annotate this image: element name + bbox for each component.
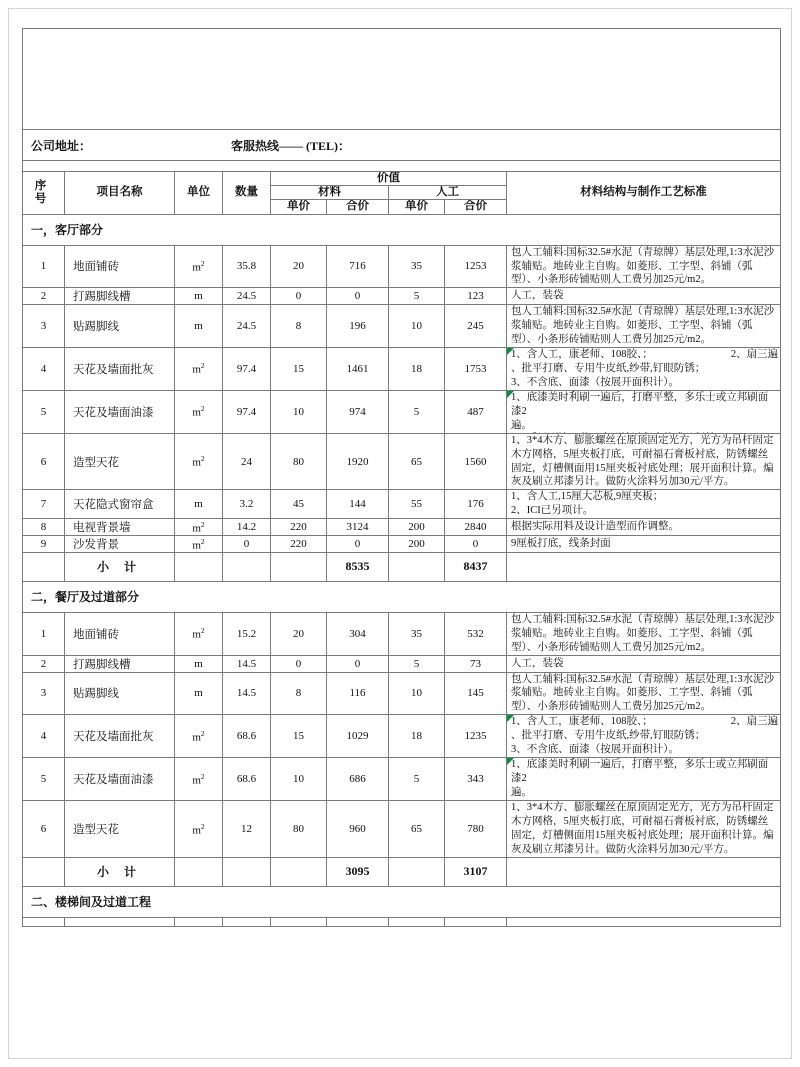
cell-material-total: 1029 bbox=[327, 715, 389, 758]
cell-spec-text: 1、底漆美时利刷一遍后，打磨平整，多乐士或立邦刷面漆2 遍。 bbox=[511, 391, 769, 431]
company-address-label: 公司地址： bbox=[31, 138, 92, 153]
cell-material-unit-price: 10 bbox=[271, 758, 327, 801]
cell-unit: $m^2$ bbox=[175, 612, 223, 655]
cell-quantity: 24.5 bbox=[223, 305, 271, 348]
cell-labor-unit-price: 5 bbox=[389, 288, 445, 305]
subtotal-spec bbox=[507, 857, 781, 886]
section-title: 二、楼梯间及过道工程 bbox=[31, 895, 152, 910]
cell-material-unit-price: 220 bbox=[271, 535, 327, 552]
col-header-material: 材料 bbox=[271, 186, 389, 200]
cell-quantity: 14.2 bbox=[223, 518, 271, 535]
spacer bbox=[23, 161, 781, 172]
table-row[interactable] bbox=[23, 490, 781, 519]
cell-item-name: 沙发背景 bbox=[65, 535, 175, 552]
cell-labor-unit-price: 200 bbox=[389, 535, 445, 552]
subtotal-label: 小 计 bbox=[65, 857, 175, 886]
section-title: 一，客厅部分 bbox=[31, 223, 104, 238]
cell-unit: m bbox=[175, 655, 223, 672]
cell-labor-unit-price: 10 bbox=[389, 672, 445, 715]
col-header-unit: 单位 bbox=[175, 172, 223, 215]
cell-spec-text: 1、3*4木方、膨胀螺丝在原顶固定光方，光方为吊杆固定木方网格，5厘夹板打底，可耐福石膏板衬底，防锈螺丝固定，灯槽侧面用15厘夹板衬底处理；展开面积计算。煸灰及刷立邦漆另计。做防火涂料另加30元/平方。 bbox=[511, 434, 774, 488]
cell-labor-total: 780 bbox=[445, 801, 507, 857]
cell-seq: 8 bbox=[23, 518, 65, 535]
cell-labor-unit-price: 65 bbox=[389, 801, 445, 857]
section-title: 二，餐厅及过道部分 bbox=[31, 590, 140, 605]
cell-empty bbox=[389, 917, 445, 926]
table-row[interactable] bbox=[23, 305, 781, 348]
cell-seq: 1 bbox=[23, 612, 65, 655]
cell-material-total: 0 bbox=[327, 655, 389, 672]
cell-spec-text: 1、3*4木方、膨胀螺丝在原顶固定光方，光方为吊杆固定木方网格，5厘夹板打底，可耐福石膏板衬底，防锈螺丝固定，灯槽侧面用15厘夹板衬底处理；展开面积计算。煸灰及刷立邦漆另计。做防火涂料另加30元/平方。 bbox=[511, 802, 774, 855]
cell-labor-total: 123 bbox=[445, 288, 507, 305]
cell-labor-total: 245 bbox=[445, 305, 507, 348]
cell-labor-total: 145 bbox=[445, 672, 507, 715]
cell-empty bbox=[65, 917, 175, 926]
cell-spec-text: 1、含人工，康老师、108胶、； 2、扇三遍 、批平打磨、专用牛皮纸,纱带,钉眼防锈； 3、不含底、面漆（按展开面积计）。 bbox=[511, 716, 779, 755]
cell-spec-text: 包人工辅料:国标32.5#水泥（青琼牌）基层处理,1:3水泥沙浆辅贴。地砖业主自购。如菱形、工字型、斜铺（弧型）、小条形砖铺贴则人工费另加25元/m2。 bbox=[511, 673, 775, 713]
col-header-item-name: 项目名称 bbox=[65, 172, 175, 215]
section-header-row bbox=[23, 581, 781, 612]
cell-item-name: 天花及墙面批灰 bbox=[65, 347, 175, 390]
subtotal-labor-total: 3107 bbox=[445, 857, 507, 886]
cell-labor-unit-price: 5 bbox=[389, 390, 445, 433]
spacer-row bbox=[23, 161, 781, 172]
cell-unit: $m^2$ bbox=[175, 347, 223, 390]
cell-material-total: 116 bbox=[327, 672, 389, 715]
cell-item-name: 打踢脚线槽 bbox=[65, 288, 175, 305]
title-banner bbox=[23, 29, 781, 130]
cell-material-unit-price: 15 bbox=[271, 347, 327, 390]
subtotal-spec bbox=[507, 552, 781, 581]
cell-spec bbox=[507, 535, 781, 552]
cell-spec bbox=[507, 305, 781, 348]
cell-item-name: 天花及墙面油漆 bbox=[65, 758, 175, 801]
cell-item-name: 造型天花 bbox=[65, 433, 175, 489]
cell-material-unit-price: 8 bbox=[271, 305, 327, 348]
cell-spec bbox=[507, 433, 781, 489]
cell-quantity: 14.5 bbox=[223, 672, 271, 715]
cell-spec-text: 1、底漆美时利刷一遍后，打磨平整，多乐士或立邦刷面漆2 遍。 bbox=[511, 759, 769, 798]
cell-labor-total: 73 bbox=[445, 655, 507, 672]
cell-labor-total: 343 bbox=[445, 758, 507, 801]
cell-material-total: 974 bbox=[327, 390, 389, 433]
hotline-label: 客服热线—— (TEL)： bbox=[231, 138, 351, 153]
cell-unit: $m^2$ bbox=[175, 758, 223, 801]
header-row-1 bbox=[23, 172, 781, 186]
cell-item-name: 地面铺砖 bbox=[65, 245, 175, 288]
cell-empty bbox=[23, 917, 65, 926]
quotation-table-body bbox=[23, 29, 781, 927]
cell-seq: 2 bbox=[23, 655, 65, 672]
cell-quantity: 3.2 bbox=[223, 490, 271, 519]
table-row[interactable] bbox=[23, 672, 781, 715]
cell-quantity: 35.8 bbox=[223, 245, 271, 288]
cell-labor-total: 1253 bbox=[445, 245, 507, 288]
col-header-spec: 材料结构与制作工艺标准 bbox=[507, 172, 781, 215]
cell-item-name: 地面铺砖 bbox=[65, 612, 175, 655]
address-row bbox=[23, 130, 781, 161]
cell-quantity: 97.4 bbox=[223, 347, 271, 390]
cell-material-total: 144 bbox=[327, 490, 389, 519]
cell-material-unit-price: 0 bbox=[271, 655, 327, 672]
cell-material-unit-price: 15 bbox=[271, 715, 327, 758]
cell-seq: 4 bbox=[23, 347, 65, 390]
cell-spec-text: 根据实际用料及设计造型而作调整。 bbox=[511, 521, 679, 533]
cell-spec bbox=[507, 801, 781, 857]
cell-material-unit-price: 80 bbox=[271, 433, 327, 489]
col-header-material-unit-price: 单价 bbox=[271, 200, 327, 214]
cell-spec bbox=[507, 518, 781, 535]
subtotal-labor-unit-price bbox=[389, 552, 445, 581]
cell-item-name: 造型天花 bbox=[65, 801, 175, 857]
table-row[interactable] bbox=[23, 390, 781, 433]
cell-material-unit-price: 45 bbox=[271, 490, 327, 519]
cell-unit: $m^2$ bbox=[175, 535, 223, 552]
col-header-value: 价值 bbox=[271, 172, 507, 186]
section-header-row bbox=[23, 886, 781, 917]
section-band bbox=[23, 581, 781, 612]
cell-labor-unit-price: 5 bbox=[389, 655, 445, 672]
subtotal-material-total: 3095 bbox=[327, 857, 389, 886]
comment-marker-icon bbox=[507, 391, 514, 398]
cell-unit: m bbox=[175, 305, 223, 348]
col-header-labor: 人工 bbox=[389, 186, 507, 200]
cell-unit: $m^2$ bbox=[175, 245, 223, 288]
col-header-material-total: 合价 bbox=[327, 200, 389, 214]
cell-seq: 4 bbox=[23, 715, 65, 758]
cell-empty bbox=[223, 917, 271, 926]
cell-item-name: 天花及墙面油漆 bbox=[65, 390, 175, 433]
cell-labor-total: 2840 bbox=[445, 518, 507, 535]
subtotal-row bbox=[23, 857, 781, 886]
cell-empty bbox=[327, 917, 389, 926]
cell-unit: m bbox=[175, 490, 223, 519]
cell-labor-unit-price: 35 bbox=[389, 245, 445, 288]
col-header-labor-unit-price: 单价 bbox=[389, 200, 445, 214]
cell-material-unit-price: 220 bbox=[271, 518, 327, 535]
cell-labor-unit-price: 35 bbox=[389, 612, 445, 655]
cell-spec bbox=[507, 490, 781, 519]
cell-labor-total: 176 bbox=[445, 490, 507, 519]
table-row[interactable] bbox=[23, 758, 781, 801]
cell-unit: $m^2$ bbox=[175, 518, 223, 535]
cell-spec bbox=[507, 245, 781, 288]
title-row bbox=[23, 29, 781, 130]
table-row[interactable] bbox=[23, 535, 781, 552]
cell-seq: 3 bbox=[23, 672, 65, 715]
cell-spec-text: 1、含人工,15厘大芯板,9厘夹板； 2、ICI已另项计。 bbox=[511, 491, 664, 517]
cell-material-total: 686 bbox=[327, 758, 389, 801]
cell-material-total: 304 bbox=[327, 612, 389, 655]
cell-seq: 5 bbox=[23, 758, 65, 801]
comment-marker-icon bbox=[507, 715, 514, 722]
subtotal-labor-unit-price bbox=[389, 857, 445, 886]
cell-unit: m bbox=[175, 288, 223, 305]
cell-unit: $m^2$ bbox=[175, 433, 223, 489]
cell-seq: 1 bbox=[23, 245, 65, 288]
cell-item-name: 电视背景墙 bbox=[65, 518, 175, 535]
cell-spec bbox=[507, 288, 781, 305]
cell-item-name: 贴踢脚线 bbox=[65, 672, 175, 715]
cell-labor-total: 0 bbox=[445, 535, 507, 552]
cell-empty bbox=[271, 917, 327, 926]
cell-labor-unit-price: 200 bbox=[389, 518, 445, 535]
cell-material-total: 1920 bbox=[327, 433, 389, 489]
cell-labor-total: 487 bbox=[445, 390, 507, 433]
cell-material-total: 0 bbox=[327, 288, 389, 305]
cell-labor-unit-price: 55 bbox=[389, 490, 445, 519]
subtotal-seq bbox=[23, 857, 65, 886]
cell-empty bbox=[175, 917, 223, 926]
cell-spec bbox=[507, 758, 781, 801]
table-row[interactable] bbox=[23, 715, 781, 758]
cell-material-unit-price: 10 bbox=[271, 390, 327, 433]
cell-quantity: 12 bbox=[223, 801, 271, 857]
subtotal-labor-total: 8437 bbox=[445, 552, 507, 581]
cell-unit: m bbox=[175, 672, 223, 715]
cell-spec-text: 1、含人工，康老师、108胶、； 2、扇三遍 、批平打磨、专用牛皮纸,纱带,钉眼防锈； 3、不含底、面漆（按展开面积计）。 bbox=[511, 348, 779, 388]
col-header-quantity: 数量 bbox=[223, 172, 271, 215]
cell-spec-text: 9厘板打底，线条封面 bbox=[511, 538, 611, 550]
cell-quantity: 24.5 bbox=[223, 288, 271, 305]
cell-labor-total: 1560 bbox=[445, 433, 507, 489]
table-row[interactable] bbox=[23, 518, 781, 535]
cell-spec bbox=[507, 612, 781, 655]
cell-material-total: 1461 bbox=[327, 347, 389, 390]
comment-marker-icon bbox=[507, 758, 514, 765]
table-row[interactable] bbox=[23, 612, 781, 655]
cell-material-total: 0 bbox=[327, 535, 389, 552]
subtotal-material-unit-price bbox=[271, 857, 327, 886]
cell-spec bbox=[507, 672, 781, 715]
cell-spec-text: 人工，装袋 bbox=[511, 657, 564, 669]
section-band bbox=[23, 214, 781, 245]
cell-spec bbox=[507, 715, 781, 758]
cell-seq: 6 bbox=[23, 433, 65, 489]
cell-material-unit-price: 80 bbox=[271, 801, 327, 857]
cell-material-unit-price: 8 bbox=[271, 672, 327, 715]
cell-spec-text: 人工，装袋 bbox=[511, 290, 564, 302]
cell-labor-unit-price: 18 bbox=[389, 715, 445, 758]
cell-labor-unit-price: 10 bbox=[389, 305, 445, 348]
cell-seq: 2 bbox=[23, 288, 65, 305]
cell-material-unit-price: 0 bbox=[271, 288, 327, 305]
cell-empty bbox=[507, 917, 781, 926]
cell-seq: 6 bbox=[23, 801, 65, 857]
cell-quantity: 68.6 bbox=[223, 715, 271, 758]
col-header-labor-total: 合价 bbox=[445, 200, 507, 214]
table-row[interactable] bbox=[23, 433, 781, 489]
address-bar bbox=[23, 130, 781, 161]
cell-material-total: 196 bbox=[327, 305, 389, 348]
cell-quantity: 97.4 bbox=[223, 390, 271, 433]
subtotal-unit bbox=[175, 552, 223, 581]
subtotal-quantity bbox=[223, 552, 271, 581]
cell-spec bbox=[507, 655, 781, 672]
cell-material-total: 960 bbox=[327, 801, 389, 857]
cell-material-total: 716 bbox=[327, 245, 389, 288]
cell-empty bbox=[445, 917, 507, 926]
cell-item-name: 天花隐式窗帘盒 bbox=[65, 490, 175, 519]
cell-seq: 7 bbox=[23, 490, 65, 519]
subtotal-quantity bbox=[223, 857, 271, 886]
subtotal-unit bbox=[175, 857, 223, 886]
subtotal-row bbox=[23, 552, 781, 581]
cell-labor-unit-price: 65 bbox=[389, 433, 445, 489]
table-row[interactable] bbox=[23, 801, 781, 857]
cell-labor-total: 1235 bbox=[445, 715, 507, 758]
cell-material-total: 3124 bbox=[327, 518, 389, 535]
cell-labor-unit-price: 18 bbox=[389, 347, 445, 390]
cell-material-unit-price: 20 bbox=[271, 245, 327, 288]
cell-item-name: 打踢脚线槽 bbox=[65, 655, 175, 672]
cell-quantity: 24 bbox=[223, 433, 271, 489]
cell-labor-total: 1753 bbox=[445, 347, 507, 390]
table-row[interactable] bbox=[23, 655, 781, 672]
quotation-sheet bbox=[22, 28, 780, 927]
cell-seq: 3 bbox=[23, 305, 65, 348]
subtotal-material-unit-price bbox=[271, 552, 327, 581]
cell-spec bbox=[507, 347, 781, 390]
cell-item-name: 天花及墙面批灰 bbox=[65, 715, 175, 758]
cell-item-name: 贴踢脚线 bbox=[65, 305, 175, 348]
section-header-row bbox=[23, 214, 781, 245]
cell-quantity: 68.6 bbox=[223, 758, 271, 801]
table-row[interactable] bbox=[23, 917, 781, 926]
quotation-table bbox=[22, 28, 781, 927]
cell-material-unit-price: 20 bbox=[271, 612, 327, 655]
table-row[interactable] bbox=[23, 245, 781, 288]
cell-labor-unit-price: 5 bbox=[389, 758, 445, 801]
cell-spec bbox=[507, 390, 781, 433]
subtotal-label: 小 计 bbox=[65, 552, 175, 581]
cell-unit: $m^2$ bbox=[175, 801, 223, 857]
page-title: 北京**装饰公司标准报价表 bbox=[166, 56, 637, 101]
cell-quantity: 0 bbox=[223, 535, 271, 552]
subtotal-seq bbox=[23, 552, 65, 581]
subtotal-material-total: 8535 bbox=[327, 552, 389, 581]
col-header-seq: 序 号 bbox=[23, 172, 65, 215]
cell-seq: 5 bbox=[23, 390, 65, 433]
cell-spec-text: 包人工辅料:国标32.5#水泥（青琼牌）基层处理,1:3水泥沙浆辅贴。地砖业主自购。如菱形、工字型、斜铺（弧型）、小条形砖铺贴则人工费另加25元/m2。 bbox=[511, 613, 775, 653]
cell-seq: 9 bbox=[23, 535, 65, 552]
cell-labor-total: 532 bbox=[445, 612, 507, 655]
table-row[interactable] bbox=[23, 288, 781, 305]
cell-quantity: 15.2 bbox=[223, 612, 271, 655]
cell-unit: $m^2$ bbox=[175, 390, 223, 433]
section-band bbox=[23, 886, 781, 917]
comment-marker-icon bbox=[507, 348, 514, 355]
table-row[interactable] bbox=[23, 347, 781, 390]
cell-unit: $m^2$ bbox=[175, 715, 223, 758]
cell-spec-text: 包人工辅料:国标32.5#水泥（青琼牌）基层处理,1:3水泥沙浆辅贴。地砖业主自购。如菱形、工字型、斜铺（弧型）、小条形砖铺贴则人工费另加25元/m2。 bbox=[511, 306, 775, 345]
cell-quantity: 14.5 bbox=[223, 655, 271, 672]
cell-spec-text: 包人工辅料:国标32.5#水泥（青琼牌）基层处理,1:3水泥沙浆辅贴。地砖业主自购。如菱形、工字型、斜铺（弧型）、小条形砖铺贴则人工费另加25元/m2。 bbox=[511, 246, 775, 286]
